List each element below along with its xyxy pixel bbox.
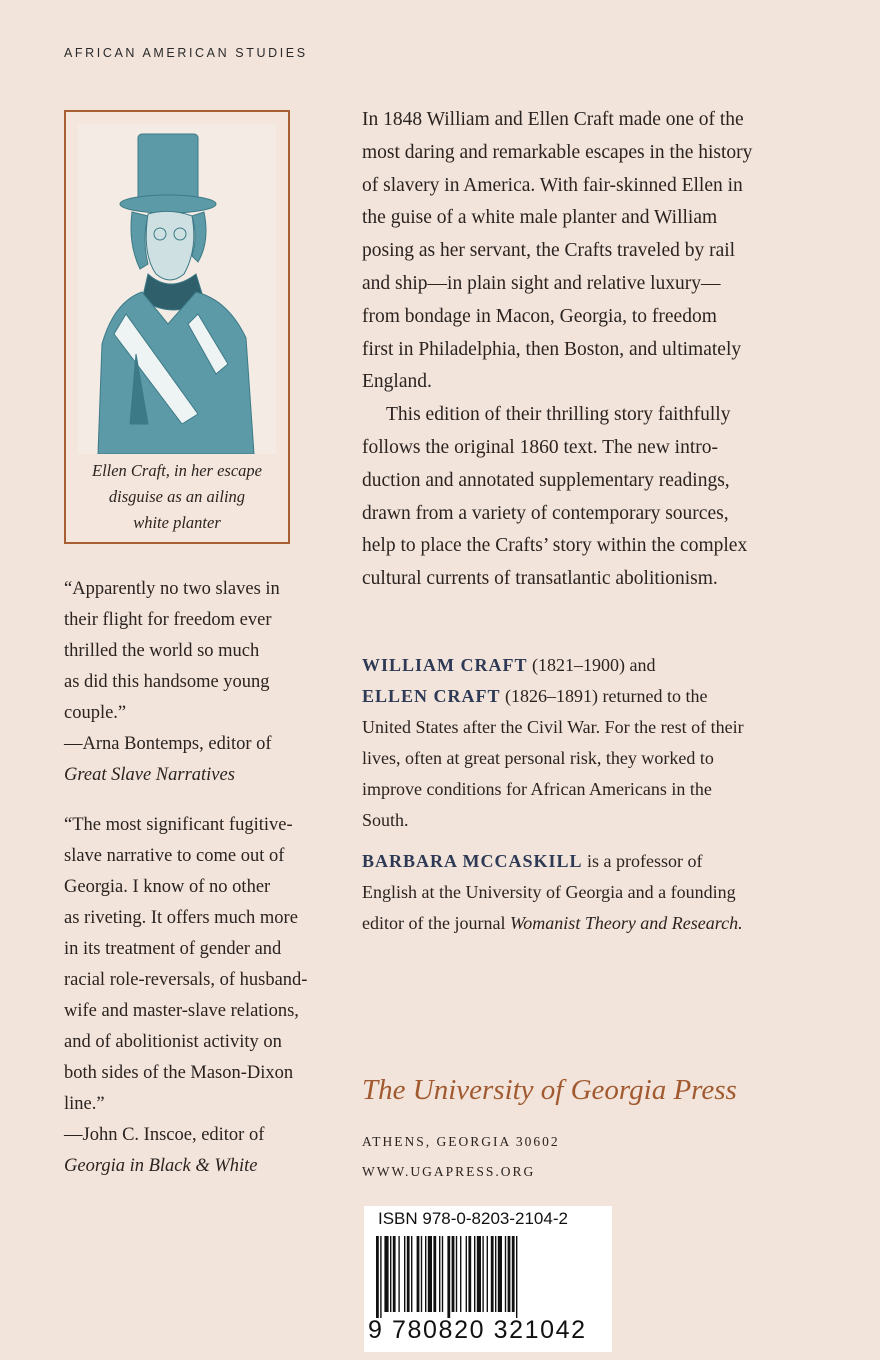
blurb-bontemps: “Apparently no two slaves in their flight for freedom ever thrilled the world so much as did this handsome young couple.” —Arna Bontemps, editor of Great Slave Narratives — [64, 574, 334, 791]
portrait-frame — [64, 110, 290, 544]
description-paragraph-2: This edition of their thrilling story faithfully follows the original 1860 text. The new intro- duction and annotated supplementary readings, drawn from a variety of contemporary sources, help to place the Crafts’ story within the complex cultural currents of transatlantic abolitionism. — [362, 404, 748, 590]
barcode-bar — [428, 1236, 432, 1312]
barcode-bar — [421, 1236, 422, 1312]
publisher-name: The University of Georgia Press — [362, 1074, 737, 1106]
barcode-bar — [425, 1236, 426, 1312]
william-craft-name: WILLIAM CRAFT — [362, 655, 528, 675]
barcode-bar — [495, 1236, 496, 1312]
barcode-bar — [491, 1236, 494, 1312]
description-paragraph-1: In 1848 William and Ellen Craft made one of the most daring and remarkable escapes in the history of slavery in America. With fair-skinned Ellen in the guise of a white male planter and William posing as her servant, the Crafts traveled by rail and ship—in plain sight and relative luxury— from bondage in Macon, Georgia, to freedom first in Philadelphia, then Boston, and ultimately England. — [362, 109, 753, 393]
editor-bio: BARBARA MCCASKILL is a professor of English at the University of Georgia and a founding editor of the journal Womanist Theory and Research. — [362, 851, 743, 933]
barcode-bar — [407, 1236, 410, 1312]
crafts-bio: WILLIAM CRAFT (1821–1900) and ELLEN CRAFT (1826–1891) returned to the United States after the Civil War. For the rest of their lives, often at great personal risk, they worked to improve conditions for African Americans in the South. — [362, 655, 744, 830]
barcode-bar — [404, 1236, 405, 1312]
barcode-bar — [468, 1236, 471, 1312]
barcode-bar — [516, 1236, 517, 1318]
publisher-website: WWW.UGAPRESS.ORG — [362, 1164, 536, 1179]
barcode-bar — [433, 1236, 436, 1312]
barcode-bar — [466, 1236, 467, 1312]
barcode-bars — [376, 1236, 600, 1318]
publisher-address — [362, 1127, 560, 1187]
publisher-city: ATHENS, GEORGIA 30602 — [362, 1134, 560, 1149]
isbn-barcode — [364, 1206, 612, 1352]
portrait-caption: Ellen Craft, in her escape disguise as an ailing white planter — [91, 461, 262, 532]
ellen-craft-name: ELLEN CRAFT — [362, 686, 501, 706]
blurbs — [64, 574, 334, 1201]
barcode-bar — [411, 1236, 412, 1312]
barcode-bar — [452, 1236, 455, 1312]
book-description — [362, 104, 832, 596]
barcode-bar — [474, 1236, 475, 1312]
author-bios — [362, 650, 832, 939]
barcode-bar — [460, 1236, 461, 1312]
barcode-bar — [376, 1236, 379, 1318]
ellen-craft-portrait — [78, 124, 276, 454]
barcode-bar — [456, 1236, 457, 1312]
barcode-bar — [393, 1236, 396, 1312]
barcode-bar — [390, 1236, 391, 1312]
barcode-bar — [508, 1236, 511, 1312]
series-label: AFRICAN AMERICAN STUDIES — [64, 46, 308, 60]
barcode-bar — [512, 1236, 515, 1312]
barcode-bar — [477, 1236, 481, 1312]
barcode-bar — [380, 1236, 381, 1318]
blurb-inscoe: “The most significant fugitive- slave narrative to come out of Georgia. I know of no other as riveting. It offers much more in its treatment of gender and racial role-reversals, of husband- wife and master-slave relations, and of abolitionist activity on both sides of the Mason-Dixon line.” —John C. Inscoe, editor of Georgia in Black & White — [64, 810, 334, 1182]
barcode-bar — [487, 1236, 488, 1312]
barcode-bar — [417, 1236, 420, 1312]
editor-name: BARBARA MCCASKILL — [362, 851, 583, 871]
barcode-bar — [398, 1236, 399, 1312]
journal-title: Womanist Theory and Research. — [509, 913, 743, 933]
blurb-work-title: Great Slave Narratives — [64, 765, 235, 785]
barcode-bar — [442, 1236, 443, 1312]
barcode-bar — [505, 1236, 506, 1312]
barcode-bar — [447, 1236, 450, 1318]
barcode-bar — [482, 1236, 483, 1312]
blurb-work-title: Georgia in Black & White — [64, 1156, 258, 1176]
barcode-number: 9 780820 321042 — [368, 1316, 587, 1344]
barcode-bar — [384, 1236, 388, 1312]
isbn-label: ISBN 978-0-8203-2104-2 — [378, 1209, 568, 1228]
blurb-attribution: —Arna Bontemps, editor of — [64, 734, 272, 754]
barcode-bar — [439, 1236, 440, 1312]
barcode-bar — [498, 1236, 502, 1312]
blurb-attribution: —John C. Inscoe, editor of — [64, 1125, 265, 1145]
